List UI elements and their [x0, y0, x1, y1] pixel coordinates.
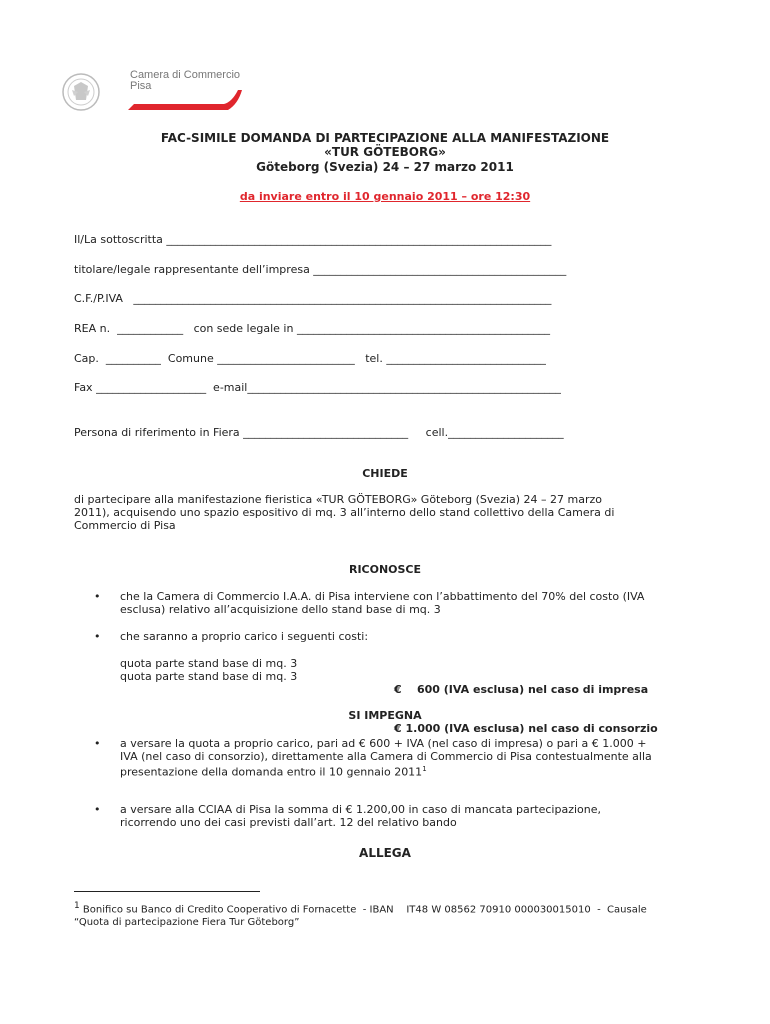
- cost-values: [394, 657, 658, 748]
- cost-labels: [120, 657, 297, 683]
- impegna-item-1-line-3-text: presentazione della domanda entro il 10 gennaio 2011: [120, 765, 423, 779]
- bullet-icon: •: [94, 803, 101, 816]
- field-sottoscritta[interactable]: Il/La sottoscritta ______________________________________________________________________: [74, 233, 552, 246]
- logo-line-1: Camera di Commercio: [130, 69, 241, 81]
- deadline-note: da inviare entro il 10 gennaio 2011 – ore 12:30: [239, 190, 531, 203]
- impegna-item-1: [120, 737, 698, 779]
- heading-si-impegna: SI IMPEGNA: [348, 709, 422, 722]
- riconosce-item-2: che saranno a proprio carico i seguenti costi:: [120, 630, 369, 643]
- field-fax[interactable]: Fax ____________________ e-mail_________________________________________________________: [74, 381, 561, 394]
- impegna-item-1-line-2: IVA (nel caso di consorzio), direttamente alla Camera di Commercio di Pisa contestualmente alla: [120, 750, 652, 763]
- riconosce-item-1: [120, 590, 698, 616]
- footnote-number: 1: [74, 901, 80, 911]
- logo-line-2: Pisa: [130, 80, 152, 92]
- footnote: [74, 900, 698, 929]
- cost-value-2: € 1.000 (IVA esclusa) nel caso di consorzio: [394, 722, 658, 735]
- riconosce-item-1-line-1: che la Camera di Commercio I.A.A. di Pisa interviene con l’abbattimento del 70% del costo (IVA: [120, 590, 645, 603]
- footnote-divider: [74, 891, 260, 892]
- field-cap[interactable]: Cap. __________ Comune _________________________ tel. _____________________________: [74, 352, 546, 365]
- field-persona[interactable]: Persona di riferimento in Fiera ______________________________ cell._____________________: [74, 426, 564, 439]
- cost-value-1: € 600 (IVA esclusa) nel caso di impresa: [394, 683, 649, 696]
- field-cf-piva[interactable]: C.F./P.IVA ____________________________________________________________________________: [74, 292, 552, 305]
- cost-label-2: quota parte stand base di mq. 3: [120, 670, 298, 683]
- bullet-icon: •: [94, 590, 101, 603]
- title-line-1: FAC-SIMILE DOMANDA DI PARTECIPAZIONE ALLA MANIFESTAZIONE: [160, 131, 610, 145]
- cost-label-1: quota parte stand base di mq. 3: [120, 657, 298, 670]
- impegna-item-2-line-1: a versare alla CCIAA di Pisa la somma di € 1.200,00 in caso di mancata partecipazione,: [120, 803, 602, 816]
- bullet-icon: •: [94, 737, 101, 750]
- bullet-icon: •: [94, 630, 101, 643]
- impegna-item-2: [120, 803, 698, 829]
- footnote-line-2: “Quota di partecipazione Fiera Tur Göteborg”: [74, 917, 300, 929]
- heading-riconosce: RICONOSCE: [348, 563, 422, 576]
- footnote-ref: 1: [422, 765, 427, 773]
- chiede-text: [74, 493, 698, 532]
- riconosce-item-1-line-2: esclusa) relativo all’acquisizione dello stand base di mq. 3: [120, 603, 441, 616]
- footnote-line-1: [74, 900, 698, 916]
- chiede-line-3: Commercio di Pisa: [74, 519, 176, 532]
- footnote-line-1-text: Bonifico su Banco di Credito Cooperativo di Fornacette - IBAN IT48 W 08562 70910 000030015010 - Causale: [82, 904, 647, 916]
- field-titolare[interactable]: titolare/legale rappresentante dell’impresa ______________________________________________: [74, 263, 567, 276]
- chiede-line-2: 2011), acquisendo uno spazio espositivo di mq. 3 all’interno dello stand collettivo della Camera di: [74, 506, 615, 519]
- heading-allega: ALLEGA: [359, 846, 411, 860]
- title-line-2: «TUR GÖTEBORG»: [324, 145, 446, 159]
- impegna-item-1-line-3: [120, 763, 698, 779]
- impegna-item-1-line-1: a versare la quota a proprio carico, pari ad € 600 + IVA (nel caso di impresa) o pari a € 1.000 +: [120, 737, 647, 750]
- title-line-3: Göteborg (Svezia) 24 – 27 marzo 2011: [256, 160, 514, 174]
- heading-chiede: CHIEDE: [362, 467, 408, 480]
- chiede-line-1: di partecipare alla manifestazione fieristica «TUR GÖTEBORG» Göteborg (Svezia) 24 – 27 marzo: [74, 493, 603, 506]
- impegna-item-2-line-2: ricorrendo uno dei casi previsti dall’art. 12 del relativo bando: [120, 816, 457, 829]
- field-rea[interactable]: REA n. ____________ con sede legale in ______________________________________________: [74, 322, 550, 335]
- logo-text: [130, 70, 240, 92]
